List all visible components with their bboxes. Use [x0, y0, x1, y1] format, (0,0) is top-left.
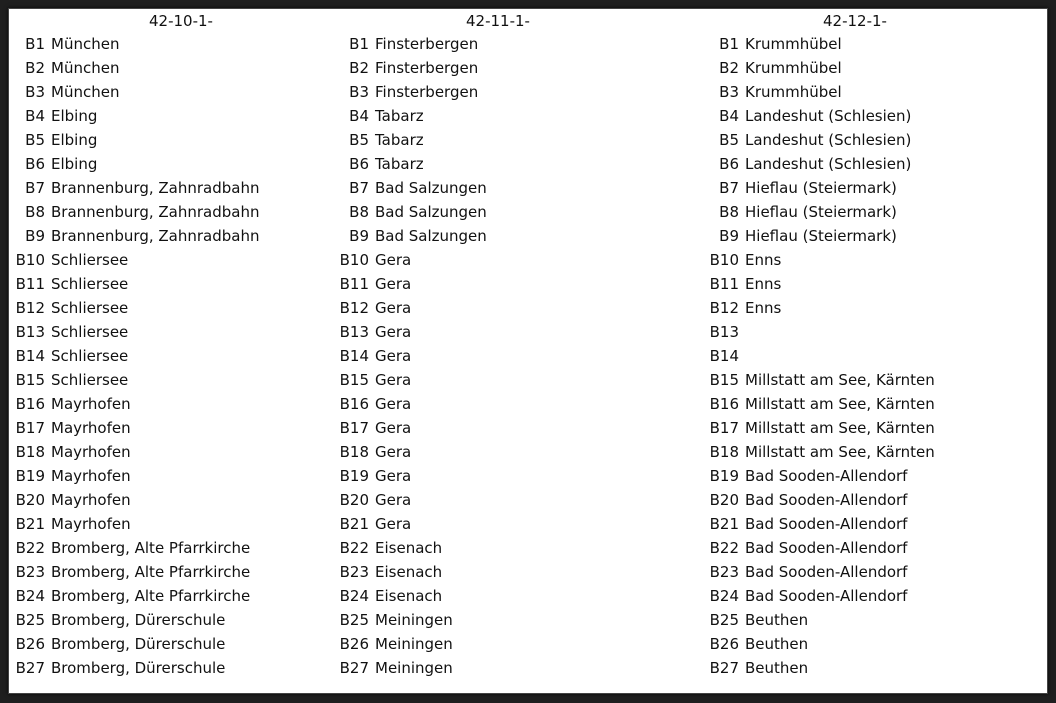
row-place: Gera — [375, 443, 412, 461]
row-code: B17 — [709, 419, 739, 437]
row-place: Enns — [745, 251, 782, 269]
row-place: Landeshut (Schlesien) — [745, 155, 912, 173]
row-code: B22 — [339, 539, 369, 557]
row-place: Gera — [375, 419, 412, 437]
row-place: Mayrhofen — [51, 491, 131, 509]
row-code: B15 — [339, 371, 369, 389]
row-code: B7 — [349, 179, 369, 197]
row-code: B22 — [15, 539, 45, 557]
row-place: Mayrhofen — [51, 419, 131, 437]
row-place: München — [51, 59, 120, 77]
row-place: Meiningen — [375, 635, 453, 653]
row-code: B21 — [339, 515, 369, 533]
row-code: B9 — [349, 227, 369, 245]
row-code: B1 — [719, 35, 739, 53]
row-place: Gera — [375, 275, 412, 293]
row-place: Brannenburg, Zahnradbahn — [51, 227, 260, 245]
row-place: Gera — [375, 323, 412, 341]
row-place: Bromberg, Dürerschule — [51, 635, 226, 653]
row-place: Hieflau (Steiermark) — [745, 179, 897, 197]
row-place: Schliersee — [51, 371, 129, 389]
row-code: B3 — [719, 83, 739, 101]
row-place: Gera — [375, 467, 412, 485]
row-code: B6 — [25, 155, 45, 173]
row-place: Hieflau (Steiermark) — [745, 203, 897, 221]
row-code: B7 — [719, 179, 739, 197]
row-place: Millstatt am See, Kärnten — [745, 371, 935, 389]
row-place: Brannenburg, Zahnradbahn — [51, 203, 260, 221]
row-code: B1 — [349, 35, 369, 53]
row-place: Gera — [375, 299, 412, 317]
row-place: Bad Sooden-Allendorf — [745, 539, 908, 557]
row-code: B23 — [709, 563, 739, 581]
row-code: B25 — [15, 611, 45, 629]
row-code: B10 — [709, 251, 739, 269]
row-place: Millstatt am See, Kärnten — [745, 419, 935, 437]
row-place: Brannenburg, Zahnradbahn — [51, 179, 260, 197]
row-place: Millstatt am See, Kärnten — [745, 395, 935, 413]
row-code: B2 — [25, 59, 45, 77]
row-place: Enns — [745, 299, 782, 317]
row-code: B2 — [349, 59, 369, 77]
row-place: Bad Sooden-Allendorf — [745, 515, 908, 533]
row-place: Krummhübel — [745, 83, 842, 101]
row-code: B2 — [719, 59, 739, 77]
row-code: B25 — [339, 611, 369, 629]
row-place: München — [51, 35, 120, 53]
row-code: B4 — [349, 107, 369, 125]
row-code: B23 — [15, 563, 45, 581]
row-code: B17 — [339, 419, 369, 437]
row-place: Bad Sooden-Allendorf — [745, 563, 908, 581]
row-place: Tabarz — [375, 131, 424, 149]
row-code: B3 — [25, 83, 45, 101]
row-place: Bad Sooden-Allendorf — [745, 587, 908, 605]
row-code: B21 — [709, 515, 739, 533]
row-code: B18 — [15, 443, 45, 461]
row-place: Krummhübel — [745, 35, 842, 53]
row-code: B11 — [339, 275, 369, 293]
row-code: B27 — [709, 659, 739, 677]
column-title: 42-11-1- — [466, 12, 530, 30]
row-place: Finsterbergen — [375, 35, 479, 53]
row-place: Mayrhofen — [51, 395, 131, 413]
row-place: Bromberg, Dürerschule — [51, 611, 226, 629]
row-place: Krummhübel — [745, 59, 842, 77]
row-code: B24 — [15, 587, 45, 605]
row-place: Gera — [375, 491, 412, 509]
row-code: B26 — [15, 635, 45, 653]
row-code: B16 — [709, 395, 739, 413]
row-code: B12 — [709, 299, 739, 317]
row-code: B15 — [709, 371, 739, 389]
row-place: Schliersee — [51, 347, 129, 365]
row-place: Beuthen — [745, 635, 809, 653]
row-place: Meiningen — [375, 659, 453, 677]
row-place: Gera — [375, 515, 412, 533]
row-code: B8 — [349, 203, 369, 221]
row-place: Bromberg, Alte Pfarrkirche — [51, 587, 251, 605]
row-place: Schliersee — [51, 323, 129, 341]
row-code: B11 — [15, 275, 45, 293]
row-place: Mayrhofen — [51, 515, 131, 533]
row-place: Meiningen — [375, 611, 453, 629]
row-place: München — [51, 83, 120, 101]
row-place: Gera — [375, 395, 412, 413]
row-code: B10 — [15, 251, 45, 269]
row-code: B18 — [709, 443, 739, 461]
row-place: Gera — [375, 347, 412, 365]
row-code: B26 — [339, 635, 369, 653]
row-code: B16 — [15, 395, 45, 413]
row-code: B4 — [719, 107, 739, 125]
row-code: B17 — [15, 419, 45, 437]
row-code: B14 — [15, 347, 45, 365]
column-title: 42-12-1- — [823, 12, 887, 30]
row-place: Mayrhofen — [51, 443, 131, 461]
row-code: B13 — [709, 323, 739, 341]
row-code: B1 — [25, 35, 45, 53]
row-code: B19 — [339, 467, 369, 485]
row-place: Bromberg, Alte Pfarrkirche — [51, 563, 251, 581]
row-place: Finsterbergen — [375, 83, 479, 101]
row-place: Bromberg, Alte Pfarrkirche — [51, 539, 251, 557]
row-place: Bad Salzungen — [375, 227, 487, 245]
row-code: B6 — [349, 155, 369, 173]
row-place: Landeshut (Schlesien) — [745, 131, 912, 149]
row-code: B19 — [709, 467, 739, 485]
row-code: B8 — [25, 203, 45, 221]
row-place: Millstatt am See, Kärnten — [745, 443, 935, 461]
document-page — [8, 8, 1048, 694]
row-place: Elbing — [51, 107, 98, 125]
row-code: B20 — [15, 491, 45, 509]
row-code: B27 — [15, 659, 45, 677]
row-code: B5 — [719, 131, 739, 149]
row-code: B8 — [719, 203, 739, 221]
row-place: Eisenach — [375, 539, 443, 557]
row-code: B27 — [339, 659, 369, 677]
row-code: B24 — [709, 587, 739, 605]
row-place: Bad Salzungen — [375, 203, 487, 221]
row-code: B11 — [709, 275, 739, 293]
row-code: B20 — [339, 491, 369, 509]
row-place: Enns — [745, 275, 782, 293]
row-place: Elbing — [51, 155, 98, 173]
row-place: Gera — [375, 371, 412, 389]
row-code: B25 — [709, 611, 739, 629]
row-place: Schliersee — [51, 251, 129, 269]
row-place: Tabarz — [375, 155, 424, 173]
row-code: B16 — [339, 395, 369, 413]
row-code: B9 — [719, 227, 739, 245]
row-place: Hieflau (Steiermark) — [745, 227, 897, 245]
row-place: Schliersee — [51, 299, 129, 317]
row-place: Beuthen — [745, 659, 809, 677]
row-code: B15 — [15, 371, 45, 389]
row-code: B7 — [25, 179, 45, 197]
row-code: B21 — [15, 515, 45, 533]
row-code: B14 — [339, 347, 369, 365]
row-place: Eisenach — [375, 587, 443, 605]
row-code: B19 — [15, 467, 45, 485]
row-place: Elbing — [51, 131, 98, 149]
row-code: B10 — [339, 251, 369, 269]
row-code: B5 — [25, 131, 45, 149]
row-code: B6 — [719, 155, 739, 173]
row-place: Tabarz — [375, 107, 424, 125]
row-place: Eisenach — [375, 563, 443, 581]
row-code: B26 — [709, 635, 739, 653]
row-code: B9 — [25, 227, 45, 245]
row-place: Bad Sooden-Allendorf — [745, 491, 908, 509]
row-place: Bad Sooden-Allendorf — [745, 467, 908, 485]
row-code: B12 — [15, 299, 45, 317]
row-place: Beuthen — [745, 611, 809, 629]
row-code: B4 — [25, 107, 45, 125]
row-code: B20 — [709, 491, 739, 509]
row-code: B18 — [339, 443, 369, 461]
row-code: B22 — [709, 539, 739, 557]
row-code: B13 — [339, 323, 369, 341]
row-code: B23 — [339, 563, 369, 581]
row-place: Finsterbergen — [375, 59, 479, 77]
row-place: Bad Salzungen — [375, 179, 487, 197]
row-code: B3 — [349, 83, 369, 101]
row-code: B5 — [349, 131, 369, 149]
row-code: B24 — [339, 587, 369, 605]
row-code: B14 — [709, 347, 739, 365]
row-place: Gera — [375, 251, 412, 269]
row-code: B13 — [15, 323, 45, 341]
column-title: 42-10-1- — [149, 12, 213, 30]
row-place: Bromberg, Dürerschule — [51, 659, 226, 677]
row-place: Landeshut (Schlesien) — [745, 107, 912, 125]
row-code: B12 — [339, 299, 369, 317]
row-place: Schliersee — [51, 275, 129, 293]
row-place: Mayrhofen — [51, 467, 131, 485]
